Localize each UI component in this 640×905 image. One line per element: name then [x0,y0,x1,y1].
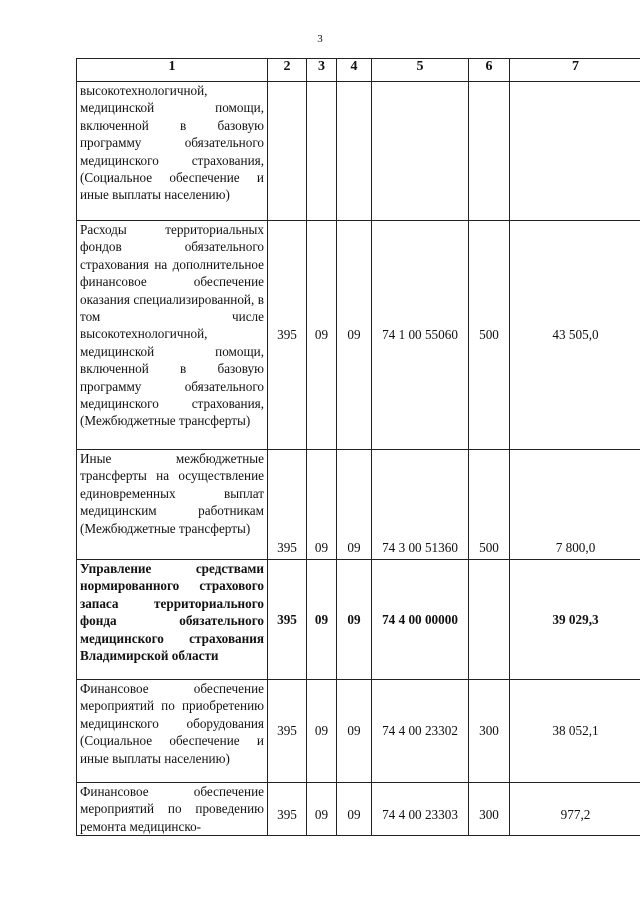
row-description: Иные межбюджетные трансферты на осуществление единовременных выплат медицинским работникам (Межбюджетные трансферты) [77,450,268,560]
row-target-code: 74 4 00 23302 [372,680,469,783]
row-target-code: 74 4 00 23303 [372,783,469,836]
row-expense-type: 300 [469,680,510,783]
row-subsection: 09 [337,221,372,450]
column-header: 6 [469,59,510,82]
row-amount: 43 505,0 [510,221,640,450]
row-admin-code: 395 [268,680,307,783]
column-header: 4 [337,59,372,82]
row-description: Финансовое обеспечение мероприятий по приобретению медицинского оборудования (Социальное обеспечение и иные выплаты населению) [77,680,268,783]
table-row [77,221,640,450]
table-row [77,680,640,783]
row-section: 09 [307,783,337,836]
row-admin-code [268,82,307,221]
row-amount: 7 800,0 [510,450,640,560]
page-number: 3 [317,33,323,45]
row-section [307,82,337,221]
table-row [77,450,640,560]
column-header: 3 [307,59,337,82]
row-target-code [372,82,469,221]
row-admin-code: 395 [268,450,307,560]
row-admin-code: 395 [268,560,307,680]
row-section: 09 [307,221,337,450]
row-section: 09 [307,450,337,560]
column-header: 1 [77,59,268,82]
table-row [77,560,640,680]
row-subsection: 09 [337,450,372,560]
row-expense-type: 500 [469,221,510,450]
row-section: 09 [307,560,337,680]
row-subsection: 09 [337,680,372,783]
table-row [77,82,640,221]
row-expense-type: 300 [469,783,510,836]
row-subsection [337,82,372,221]
row-amount: 977,2 [510,783,640,836]
row-expense-type: 500 [469,450,510,560]
row-expense-type [469,82,510,221]
row-subsection: 09 [337,783,372,836]
row-target-code: 74 4 00 00000 [372,560,469,680]
row-target-code: 74 1 00 55060 [372,221,469,450]
row-description: Финансовое обеспечение мероприятий по проведению ремонта медицинско- [77,783,268,836]
row-subsection: 09 [337,560,372,680]
row-admin-code: 395 [268,221,307,450]
row-section: 09 [307,680,337,783]
row-expense-type [469,560,510,680]
column-header: 5 [372,59,469,82]
row-amount: 39 029,3 [510,560,640,680]
row-amount: 38 052,1 [510,680,640,783]
row-admin-code: 395 [268,783,307,836]
row-target-code: 74 3 00 51360 [372,450,469,560]
row-description: Управление средствами нормированного страхового запаса территориального фонда обязательного медицинского страхования Владимирской области [77,560,268,680]
header-row [77,59,640,82]
budget-table [76,58,640,836]
table-row [77,783,640,836]
column-header: 7 [510,59,640,82]
row-amount [510,82,640,221]
row-description: Расходы территориальных фондов обязательного страхования на дополнительное финансовое обеспечение оказания специализированной, в том числе высокотехнологичной, медицинской помощи, включенной в базовую программу обязательного медицинского страхования, (Межбюджетные трансферты) [77,221,268,450]
column-header: 2 [268,59,307,82]
row-description: высокотехнологичной, медицинской помощи, включенной в базовую программу обязательного медицинского страхования, (Социальное обеспечение и иные выплаты населению) [77,82,268,221]
